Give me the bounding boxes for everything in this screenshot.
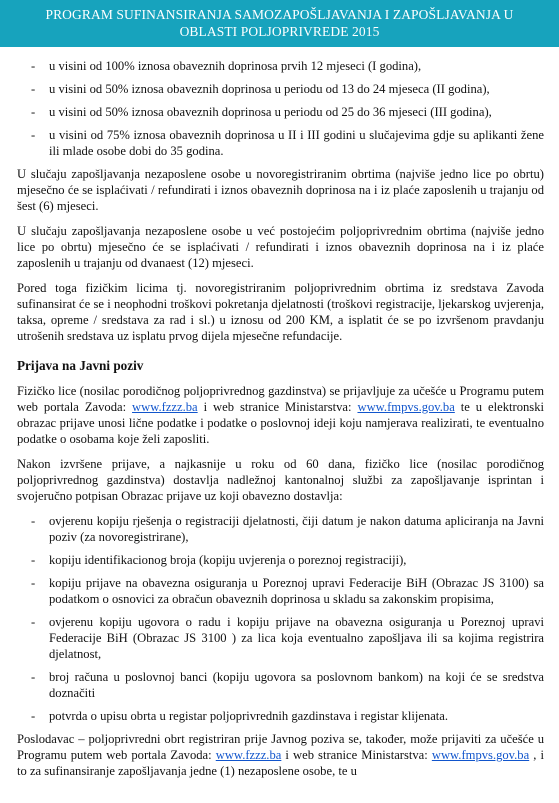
fmpvs-link[interactable]: www.fmpvs.gov.ba [431,748,530,762]
fmpvs-link[interactable]: www.fmpvs.gov.ba [357,400,455,414]
list-item: - kopiju prijave na obavezna osiguranja u Poreznoj upravi Federacije BiH (Obrazac JS 3100) sa podatkom o osnovici za obračun obaveznih doprinosa u skladu sa zakonskim propisima, [17,575,544,607]
text-span: Fizičko lice (nosilac porodičnog poljoprivrednog gazdinstva) se prijavljuje za učešće u Programu putem web portala Zavoda: [17,384,544,414]
required-documents-list [17,513,544,724]
paragraph-application [17,383,544,447]
fzzz-link[interactable]: www.fzzz.ba [132,400,198,414]
section-heading: Prijava na Javni poziv [17,358,144,373]
list-item: - ovjerenu kopiju rješenja o registraciji djelatnosti, čiji datum je nakon datuma apliciranja na Javni poziv (za novoregistrirane), [17,513,544,545]
contribution-rates-list [17,58,544,159]
list-item: - u visini od 75% iznosa obaveznih doprinosa u II i III godini u slučajevima gdje su aplikanti žene ili mlade osobe dobi do 35 godina. [17,127,544,159]
text-span: te u elektronski obrazac prijave unosi lične podatke i podatke o poslovnoj ideji koju namjerava realizirati, te eventualno podatke o osobama koje želi zaposliti. [17,400,544,446]
paragraph-submission: Nakon izvršene prijave, a najkasnije u roku od 60 dana, fizičko lice (nosilac porodičnog poljoprivrednog gazdinstva) dostavlja nadležnoj kantonalnoj službi za zapošljavanje isprintan i svojeručno potpisan Obrazac prijave uz koji obavezno dostavlja: [17,457,544,503]
header-title-line1: PROGRAM SUFINANSIRANJA SAMOZAPOŠLJAVANJA I ZAPOŠLJAVANJA U [45,7,514,22]
fzzz-link[interactable]: www.fzzz.ba [215,748,282,762]
paragraph-startup-costs: Pored toga fizičkim licima tj. novoregistriranim poljoprivrednim obrtima iz sredstava Zavoda sufinansirat će se i neophodni troškovi pokretanja djelatnosti (troškovi registracije, ljekarskog uvjerenja, taksa, opreme / sredstava za rad i sl.) u iznosu od 200 KM, a isplatit će se po izvršenom pravdanju utrošenih sredstava uz isplatu prvog dijela mjesečne refundacije. [17,281,544,343]
text-span: i web stranice Ministarstva: [281,748,432,762]
text-span: , i to za sufinansiranje zapošljavanja jedne (1) nezaposlene osobe, te u [17,748,544,778]
list-item: - kopiju identifikacionog broja (kopiju uvjerenja o poreznoj registraciji), [17,552,544,568]
header-title-line2: OBLASTI POLJOPRIVREDE 2015 [179,24,380,39]
paragraph-new-crafts: U slučaju zapošljavanja nezaposlene osobe u novoregistriranim obrtima (najviše jedno lice po obrtu) mjesečno će se isplaćivati / refundirati i iznos obaveznih doprinosa na i iz plaće zaposlenih u trajanju od šest (6) mjeseci. [17,167,544,213]
text-span: i web stranice Ministarstva: [197,400,358,414]
list-item: - u visini od 100% iznosa obaveznih doprinosa prvih 12 mjeseci (I godina), [17,58,544,74]
text-span: Poslodavac – poljoprivredni obrt registriran prije Javnog poziva se, također, može prijaviti za učešće u Programu putem web portala Zavoda: [17,732,544,762]
list-item: - u visini od 50% iznosa obaveznih doprinosa u periodu od 13 do 24 mjeseca (II godina), [17,81,544,97]
document-body [17,58,544,788]
list-item: - broj računa u poslovnoj banci (kopiju ugovora sa poslovnom bankom) na koji će se sredstva doznačiti [17,669,544,701]
paragraph-existing-crafts: U slučaju zapošljavanja nezaposlene osobe u već postojećim poljoprivrednim obrtima (najviše jedno lice po obrtu) mjesečno će se isplaćivati / refundirati i iznos obaveznih doprinosa na i iz plaće zaposlenih u trajanju od dvanaest (12) mjeseci. [17,224,544,270]
list-item: - potvrda o upisu obrta u registar poljoprivrednih gazdinstava i registar klijenata. [17,708,544,724]
list-item: - ovjerenu kopiju ugovora o radu i kopiju prijave na obavezna osiguranja u Poreznoj upravi Federacije BiH (Obrazac JS 3100 ) za lica koja eventualno zapošljava ili sa kojima registrira djelatnost, [17,614,544,662]
document-header-banner [0,0,559,47]
list-item: - u visini od 50% iznosa obaveznih doprinosa u periodu od 25 do 36 mjeseci (III godina), [17,104,544,120]
paragraph-employer [17,731,544,779]
